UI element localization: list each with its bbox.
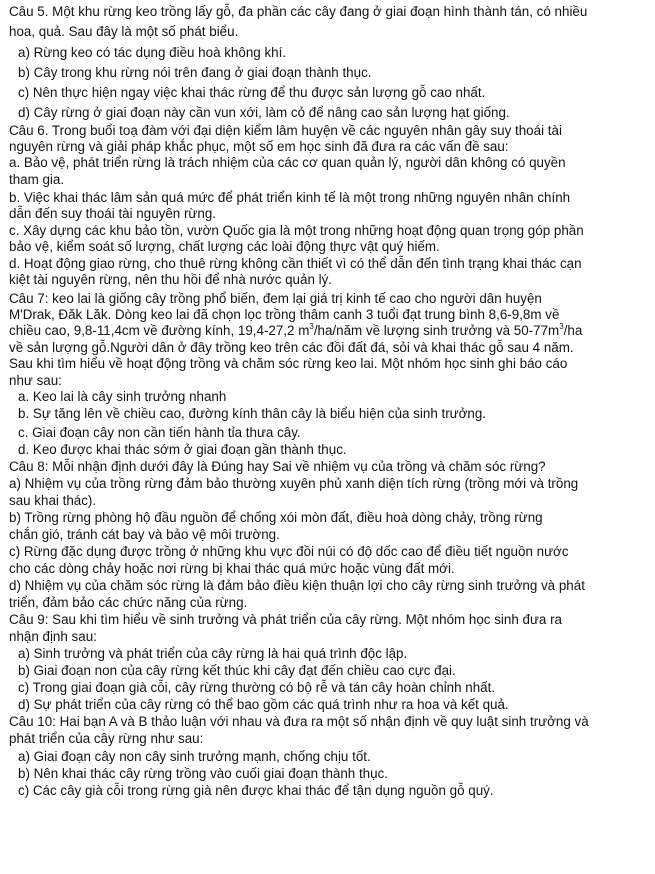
question-5-option-a: a) Rừng keo có tác dụng điều hoà không khí. bbox=[18, 45, 287, 60]
question-7-option-c: c. Giai đoạn cây non cần tiến hành tỉa thưa cây. bbox=[18, 425, 301, 440]
question-7-line-3-part-2: /ha/năm về lượng sinh trưởng và 50-77m bbox=[313, 323, 560, 338]
question-7-line-5: Sau khi tìm hiểu về hoạt động trồng và chăm sóc rừng keo lai. Một nhóm học sinh ghi báo cáo bbox=[9, 356, 568, 371]
question-7-option-b: b. Sự tăng lên về chiều cao, đường kính thân cây là biểu hiện của sinh trưởng. bbox=[18, 406, 487, 421]
question-8-option-c-line-1: c) Rừng đặc dụng được trồng ở những khu vực đồi núi có độ dốc cao để điều tiết nguồn nước bbox=[9, 544, 569, 559]
question-10-line-1: Câu 10: Hai bạn A và B thảo luận với nhau và đưa ra một số nhận định về quy luật sinh trưởng và bbox=[9, 714, 589, 729]
question-7-line-6: như sau: bbox=[9, 373, 62, 388]
question-10-line-2: phát triển của cây rừng như sau: bbox=[9, 731, 204, 746]
question-6-option-c-line-2: bảo vệ, kiểm soát số lượng, chất lượng các loài động thực vật quý hiếm. bbox=[9, 239, 440, 254]
question-5-line-2: hoa, quả. Sau đây là một số phát biểu. bbox=[9, 24, 239, 39]
question-8-option-a-line-2: sau khai thác). bbox=[9, 493, 97, 508]
question-9-option-d: d) Sự phát triển của cây rừng có thể bao gồm các quá trình như ra hoa và kết quả. bbox=[18, 697, 509, 712]
question-10-option-a: a) Giai đoạn cây non cây sinh trưởng mạnh, chống chịu tốt. bbox=[18, 749, 371, 764]
question-7-line-3-part-3: /ha bbox=[563, 323, 583, 338]
question-5-option-d: d) Cây rừng ở giai đoạn này cần vun xới, làm cỏ để nâng cao sản lượng hạt giống. bbox=[18, 105, 510, 120]
question-9-option-c: c) Trong giai đoạn già cỗi, cây rừng thường có bộ rễ và tán cây hoàn chỉnh nhất. bbox=[18, 680, 496, 695]
question-8-option-b-line-2: chắn gió, tránh cát bay và bảo vệ môi trường. bbox=[9, 527, 280, 542]
question-7-line-3-part-1: chiều cao, 9,8-11,4cm về đường kính, 19,4-27,2 m bbox=[9, 323, 310, 338]
question-6-line-1: Câu 6. Trong buổi toạ đàm với đại diện kiểm lâm huyện về các nguyên nhân gây suy thoái tài bbox=[9, 123, 562, 138]
question-6-option-b-line-1: b. Việc khai thác lâm sản quá mức để phát triển kinh tế là một trong những nguyên nhân chính bbox=[9, 190, 571, 205]
question-7-option-d: d. Keo được khai thác sớm ở giai đoạn gần thành thục. bbox=[18, 442, 347, 457]
question-9-line-1: Câu 9: Sau khi tìm hiểu về sinh trưởng và phát triển của cây rừng. Một nhóm học sinh đưa ra bbox=[9, 612, 562, 627]
question-9-option-a: a) Sinh trưởng và phát triển của cây rừng là hai quá trình độc lập. bbox=[18, 646, 408, 661]
question-8-option-b-line-1: b) Trồng rừng phòng hộ đầu nguồn để chống xói mòn đất, điều hoà dòng chảy, trồng rừng bbox=[9, 510, 543, 525]
question-6-option-b-line-2: dẫn đến suy thoái tài nguyên rừng. bbox=[9, 206, 216, 221]
question-6-option-c-line-1: c. Xây dựng các khu bảo tồn, vườn Quốc gia là một trong những hoạt động quan trọng góp phần bbox=[9, 223, 584, 238]
question-7-option-a: a. Keo lai là cây sinh trưởng nhanh bbox=[18, 389, 227, 404]
question-9-line-2: nhận định sau: bbox=[9, 629, 97, 644]
question-10-option-c: c) Các cây già cỗi trong rừng già nên được khai thác để tận dụng nguồn gỗ quý. bbox=[18, 783, 494, 798]
question-8-line-1: Câu 8: Mỗi nhận định dưới đây là Đúng hay Sai về nhiệm vụ của trồng và chăm sóc rừng? bbox=[9, 459, 546, 474]
question-6-option-a-line-1: a. Bảo vệ, phát triển rừng là trách nhiệm của các cơ quan quản lý, người dân không có quyền bbox=[9, 155, 566, 170]
cubic-superscript-1: 3 bbox=[309, 322, 314, 331]
question-5-option-c: c) Nên thực hiện ngay việc khai thác rừng để thu được sản lượng gỗ cao nhất. bbox=[18, 85, 486, 100]
question-6-option-a-line-2: tham gia. bbox=[9, 172, 65, 187]
question-5-option-b: b) Cây trong khu rừng nói trên đang ở giai đoạn thành thục. bbox=[18, 65, 372, 80]
question-8-option-c-line-2: cho các dòng chảy hoặc nơi rừng bị khai thác quá mức hoặc vùng đất mới. bbox=[9, 561, 455, 576]
question-6-line-2: nguyên rừng và giải pháp khắc phục, một số em học sinh đã đưa ra các vấn đề sau: bbox=[9, 139, 509, 154]
question-10-option-b: b) Nên khai thác cây rừng trồng vào cuối giai đoạn thành thục. bbox=[18, 766, 388, 781]
question-7-line-4: về sản lượng gỗ.Người dân ở đây trồng keo trên các đồi đất đá, sỏi và khai thác gỗ sau 4 năm. bbox=[9, 340, 574, 355]
question-6-option-d-line-1: d. Hoạt động giao rừng, cho thuê rừng không cần thiết vì có thể dẫn đến tình trạng khai thác cạn bbox=[9, 256, 582, 271]
question-7-line-2: M'Drak, Đăk Lăk. Dòng keo lai đã chọn lọc trồng thâm canh 3 tuổi đạt trung bình 8,6-9,8m về bbox=[9, 307, 560, 322]
question-9-option-b: b) Giai đoạn non của cây rừng kết thúc khi cây đạt đến chiều cao cực đại. bbox=[18, 663, 456, 678]
question-8-option-d-line-1: d) Nhiệm vụ của chăm sóc rừng là đảm bảo điều kiện thuận lợi cho cây rừng sinh trưởng và phát bbox=[9, 578, 585, 593]
cubic-superscript-2: 3 bbox=[559, 322, 564, 331]
question-6-option-d-line-2: kiệt tài nguyên rừng, nên thu hồi để nhà nước quản lý. bbox=[9, 272, 333, 287]
question-8-option-d-line-2: triển, đảm bảo các chức năng của rừng. bbox=[9, 595, 248, 610]
question-8-option-a-line-1: a) Nhiệm vụ của trồng rừng đảm bảo thường xuyên phủ xanh diện tích rừng (trồng mới và trồng bbox=[9, 476, 579, 491]
question-7-line-1: Câu 7: keo lai là giống cây trồng phổ biến, đem lại giá trị kinh tế cao cho người dân huyện bbox=[9, 291, 542, 306]
question-5-line-1: Câu 5. Một khu rừng keo trồng lấy gỗ, đa phần các cây đang ở giai đoạn hình thành tán, có nhiều bbox=[9, 4, 588, 19]
